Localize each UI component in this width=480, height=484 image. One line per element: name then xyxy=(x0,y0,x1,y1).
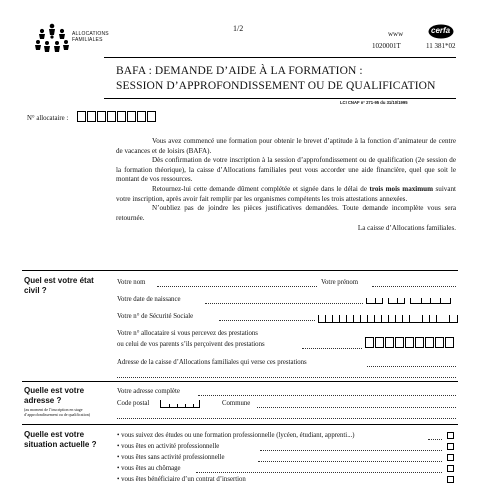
situation-checkbox-4[interactable] xyxy=(447,465,454,472)
situation-checkbox-3[interactable] xyxy=(447,454,454,461)
situation-checkbox-1[interactable] xyxy=(447,432,454,439)
legal-reference: LCI CNAF n° 271-95 du 31/10/1995 xyxy=(340,100,408,105)
adresse-extra-field[interactable] xyxy=(117,418,456,419)
title-rule-top xyxy=(104,57,456,58)
title-line-1: BAFA : DEMANDE D’AIDE À LA FORMATION : xyxy=(116,65,363,77)
situation-leader-4 xyxy=(196,472,442,473)
caisse-label: Adresse de la caisse d’Allocations familiales qui verse ces prestations xyxy=(117,359,307,366)
naissance-label: Votre date de naissance xyxy=(117,296,181,303)
intro-paragraph-1: Vous avez commencé une formation pour obtenir le brevet d’aptitude à la fonction d’animateur de centre de vacances et de loisirs (BAFA). xyxy=(116,137,456,155)
alloc-parent-leader xyxy=(302,348,362,349)
prenom-label: Votre prénom xyxy=(321,279,359,286)
adresse-complete-label: Votre adresse complète xyxy=(117,388,180,395)
secu-label: Votre n° de Sécurité Sociale xyxy=(117,313,194,320)
situation-option-2: • vous êtes en activité professionnelle xyxy=(117,443,220,450)
alloc-parent-number-boxes[interactable] xyxy=(365,337,454,348)
situation-option-1: • vous suivez des études ou une formation professionnelle (lycéen, étudiant, apprenti...) xyxy=(117,432,355,439)
section-rule-etat-civil xyxy=(22,270,458,271)
allocataire-number-boxes[interactable] xyxy=(77,111,156,122)
secu-leader xyxy=(219,320,315,321)
birthdate-field[interactable] xyxy=(366,294,456,304)
situation-option-5: • vous êtes bénéficiaire d’un contrat d’insertion xyxy=(117,476,246,483)
caf-logo xyxy=(34,22,70,56)
allocataire-label: N° allocataire : xyxy=(27,115,69,122)
brand-line-1: ALLOCATIONS xyxy=(72,31,109,37)
title-rule-bottom xyxy=(104,98,456,99)
page-number: 1/2 xyxy=(233,24,244,33)
adresse-note: (au moment de l’inscription en stage d’approfondissement ou de qualification) xyxy=(24,407,91,417)
form-ref-2: 11 381*02 xyxy=(426,42,456,50)
alloc-parent-label-2: ou celui de vos parents s’ils perçoivent des prestations xyxy=(117,341,265,348)
section-rule-adresse xyxy=(22,381,458,382)
brand-line-2: FAMILIALES xyxy=(72,37,103,43)
title-line-2: SESSION D’APPROFONDISSEMENT OU DE QUALIFICATION xyxy=(116,80,436,92)
code-postal-field[interactable] xyxy=(160,400,200,408)
nom-label: Votre nom xyxy=(117,279,146,286)
code-postal-label: Code postal xyxy=(117,400,150,407)
section-rule-situation xyxy=(22,424,458,425)
intro-paragraph-3: Retournez-lui cette demande dûment complétée et signée dans le délai de trois mois maximum suivant votre inscription, après avoir fait remplir par les organismes compétents les trois attestations annexées. xyxy=(116,184,456,203)
adresse-complete-field[interactable] xyxy=(198,395,456,396)
naissance-leader xyxy=(205,303,363,304)
intro-signature: La caisse d’Allocations familiales. xyxy=(357,224,456,233)
situation-label: Quelle est votre situation actuelle ? xyxy=(24,430,97,449)
prenom-field[interactable] xyxy=(372,286,456,287)
intro-text xyxy=(116,137,456,234)
intro-paragraph-2: Dès confirmation de votre inscription à la session d’approfondissement ou de qualification (2e session de la formation théorique), la caisse d’Allocations familiales peut vous accorder une aide financière, quel que soit le montant de vos ressources. xyxy=(116,156,456,184)
commune-field[interactable] xyxy=(257,407,456,408)
situation-option-3: • vous êtes sans activité professionnelle xyxy=(117,454,225,461)
caisse-field-1[interactable] xyxy=(367,366,456,367)
adresse-label: Quelle est votre adresse ? xyxy=(24,386,85,405)
deadline-emphasis: trois mois maximum xyxy=(369,184,434,193)
intro-paragraph-4: N’oubliez pas de joindre les pièces justificatives demandées. Toute demande incomplète vous sera retournée. xyxy=(116,204,456,222)
situation-leader-2 xyxy=(260,450,442,451)
nom-field[interactable] xyxy=(157,286,317,287)
situation-option-4: • vous êtes au chômage xyxy=(117,465,181,472)
situation-leader-3 xyxy=(258,461,442,462)
cerfa-logo xyxy=(428,24,454,39)
situation-checkbox-2[interactable] xyxy=(447,443,454,450)
situation-leader-1 xyxy=(428,439,442,440)
form-ref-1: 1020001T xyxy=(372,42,401,50)
secu-number-field[interactable] xyxy=(318,312,458,323)
alloc-parent-label-1: Votre n° allocataire si vous percevez des prestations xyxy=(117,330,258,337)
etat-civil-label: Quel est votre état civil ? xyxy=(24,276,94,295)
cerfa-text: cerfa xyxy=(431,26,451,35)
www-label: www xyxy=(388,30,404,38)
commune-label: Commune xyxy=(222,400,251,407)
caisse-field-2[interactable] xyxy=(117,377,456,378)
